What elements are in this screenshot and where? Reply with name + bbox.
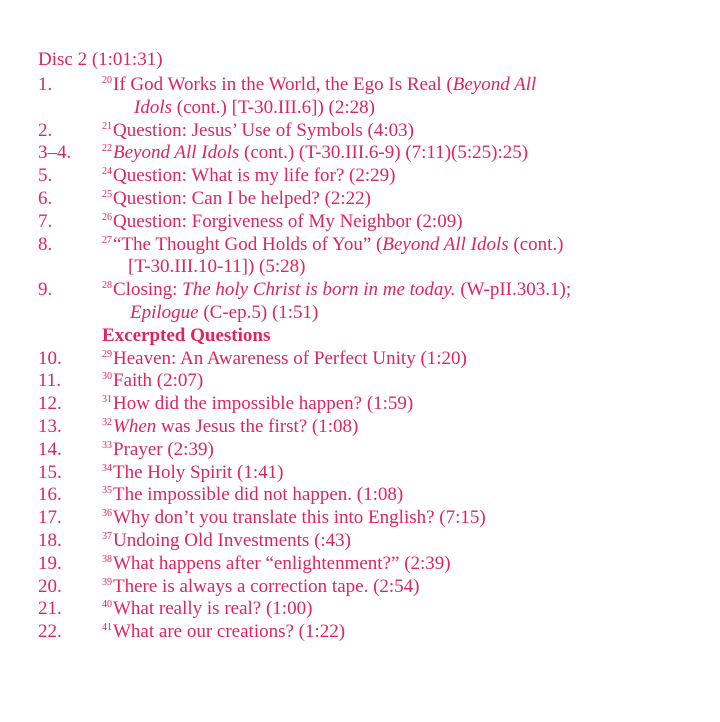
title-text: What are our creations? (1:22) — [113, 621, 346, 643]
italic-text: Idols — [134, 96, 172, 118]
track-number: 8. — [38, 233, 53, 255]
track-title — [102, 165, 708, 188]
title-text: If God Works in the World, the Ego Is Real ( — [113, 74, 453, 95]
track-title — [102, 530, 708, 553]
track-title-line — [102, 553, 708, 576]
track-group-excerpted — [38, 348, 708, 644]
footnote-marker: 24 — [102, 166, 112, 178]
track-row — [38, 165, 708, 188]
track-row — [38, 211, 708, 234]
track-title — [102, 576, 708, 599]
track-title-line — [102, 188, 708, 211]
italic-text: Beyond All Idols — [382, 233, 509, 255]
track-title-line — [102, 348, 708, 371]
title-text: Undoing Old Investments (:43) — [113, 529, 352, 551]
footnote-marker: 34 — [102, 462, 112, 474]
track-number: 9. — [38, 279, 53, 301]
title-text: “The Thought God Holds of You” ( — [113, 233, 383, 255]
track-title — [102, 234, 708, 280]
title-text: was Jesus the first? (1:08) — [156, 415, 359, 437]
track-title — [102, 621, 708, 644]
track-title-line — [102, 393, 708, 416]
footnote-marker: 36 — [102, 508, 112, 520]
disc-header: Disc 2 (1:01:31) — [38, 49, 163, 70]
track-number: 22. — [38, 621, 62, 643]
track-row — [38, 234, 708, 280]
track-number: 13. — [38, 415, 62, 437]
footnote-marker: 25 — [102, 188, 112, 200]
track-title — [102, 74, 708, 120]
track-number: 7. — [38, 210, 53, 232]
track-title-line — [102, 74, 708, 97]
title-text: [T-30.III.10-11]) (5:28) — [128, 256, 306, 278]
track-title — [102, 553, 708, 576]
track-number: 21. — [38, 598, 62, 620]
footnote-marker: 32 — [102, 416, 112, 428]
footnote-marker: 40 — [102, 599, 112, 611]
title-text: (cont.) (T-30.III.6-9) (7:11)(5:25):25) — [239, 142, 529, 164]
track-number: 3–4. — [38, 142, 72, 164]
track-row — [38, 507, 708, 530]
track-title — [102, 439, 708, 462]
track-number: 12. — [38, 393, 62, 415]
footnote-marker: 27 — [102, 234, 112, 246]
italic-text: Beyond All Idols — [113, 142, 240, 164]
track-title-line — [102, 211, 708, 234]
track-title — [102, 507, 708, 530]
track-title — [102, 211, 708, 234]
footnote-marker: 39 — [102, 576, 112, 588]
title-text: The Holy Spirit (1:41) — [113, 461, 284, 483]
track-row — [38, 439, 708, 462]
title-text: How did the impossible happen? (1:59) — [113, 393, 414, 415]
track-title-line — [102, 621, 708, 644]
footnote-marker: 31 — [102, 394, 112, 406]
track-title — [102, 416, 708, 439]
footnote-marker: 22 — [102, 143, 112, 155]
footnote-marker: 26 — [102, 211, 112, 223]
track-title-line — [102, 576, 708, 599]
track-row — [38, 576, 708, 599]
track-title — [102, 279, 708, 325]
track-number: 2. — [38, 119, 53, 141]
track-row — [38, 484, 708, 507]
track-title — [102, 142, 708, 165]
track-number: 16. — [38, 484, 62, 506]
track-row — [38, 142, 708, 165]
track-number: 10. — [38, 347, 62, 369]
footnote-marker: 20 — [102, 75, 112, 86]
track-title-line — [102, 439, 708, 462]
track-group-main — [38, 74, 708, 325]
title-text: Question: Forgiveness of My Neighbor (2:09) — [113, 210, 463, 232]
title-text: The impossible did not happen. (1:08) — [113, 484, 404, 506]
track-number: 14. — [38, 438, 62, 460]
title-text: Why don’t you translate this into English? (7:15) — [113, 507, 486, 529]
track-row — [38, 553, 708, 576]
track-row — [38, 279, 708, 325]
track-title — [102, 393, 708, 416]
track-row — [38, 393, 708, 416]
title-text: Prayer (2:39) — [113, 438, 214, 460]
track-title — [102, 462, 708, 485]
title-text: Question: Can I be helped? (2:22) — [113, 187, 372, 209]
title-text: (cont.) — [508, 233, 564, 255]
track-number: 6. — [38, 187, 53, 209]
section-heading: Excerpted Questions — [102, 324, 271, 346]
track-row — [38, 462, 708, 485]
track-number: 5. — [38, 165, 53, 187]
footnote-marker: 29 — [102, 348, 112, 360]
track-row — [38, 416, 708, 439]
italic-text: Epilogue — [130, 301, 199, 323]
track-row — [38, 348, 708, 371]
track-title-line — [102, 279, 708, 302]
footnote-marker: 21 — [102, 120, 112, 132]
title-text: Closing: — [113, 279, 183, 301]
track-title-line — [102, 484, 708, 507]
track-number: 15. — [38, 461, 62, 483]
track-row — [38, 530, 708, 553]
track-number: 1. — [38, 74, 53, 95]
track-title-continuation — [102, 97, 708, 120]
track-row — [38, 74, 708, 120]
track-title — [102, 188, 708, 211]
track-title — [102, 370, 708, 393]
title-text: What really is real? (1:00) — [113, 598, 313, 620]
track-title-line — [102, 416, 708, 439]
track-title — [102, 348, 708, 371]
title-text: Heaven: An Awareness of Perfect Unity (1:20) — [113, 347, 467, 369]
track-number: 18. — [38, 529, 62, 551]
footnote-marker: 38 — [102, 553, 112, 565]
title-text: (C-ep.5) (1:51) — [198, 301, 319, 323]
title-text: (cont.) [T-30.III.6]) (2:28) — [172, 96, 375, 118]
footnote-marker: 30 — [102, 371, 112, 383]
track-number: 20. — [38, 575, 62, 597]
track-title — [102, 598, 708, 621]
track-title-line — [102, 120, 708, 143]
track-title-line — [102, 142, 708, 165]
track-title — [102, 484, 708, 507]
track-number: 19. — [38, 552, 62, 574]
track-row — [38, 598, 708, 621]
track-title-continuation — [102, 256, 708, 279]
track-number: 11. — [38, 370, 62, 392]
italic-text: When — [113, 415, 157, 437]
footnote-marker: 28 — [102, 280, 112, 292]
track-title-line — [102, 462, 708, 485]
track-title-line — [102, 530, 708, 553]
footnote-marker: 35 — [102, 485, 112, 497]
italic-text: The holy Christ is born in me today. — [182, 279, 456, 301]
title-text: Faith (2:07) — [113, 370, 204, 392]
title-text: What happens after “enlightenment?” (2:39) — [113, 552, 451, 574]
italic-text: Beyond All — [452, 74, 537, 95]
track-title-line — [102, 370, 708, 393]
track-title — [102, 120, 708, 143]
track-row — [38, 621, 708, 644]
track-number: 17. — [38, 507, 62, 529]
title-text: Question: What is my life for? (2:29) — [113, 165, 396, 187]
track-title-line — [102, 234, 708, 257]
footnote-marker: 41 — [102, 622, 112, 634]
title-text: (W-pII.303.1); — [455, 279, 572, 301]
footnote-marker: 37 — [102, 530, 112, 542]
footnote-marker: 33 — [102, 439, 112, 451]
track-title-line — [102, 165, 708, 188]
track-title-line — [102, 507, 708, 530]
track-row — [38, 188, 708, 211]
track-title-continuation — [102, 302, 708, 325]
title-text: Question: Jesus’ Use of Symbols (4:03) — [113, 119, 414, 141]
track-title-line — [102, 598, 708, 621]
title-text: There is always a correction tape. (2:54) — [113, 575, 420, 597]
track-list — [38, 74, 708, 644]
track-row — [38, 120, 708, 143]
track-row — [38, 370, 708, 393]
